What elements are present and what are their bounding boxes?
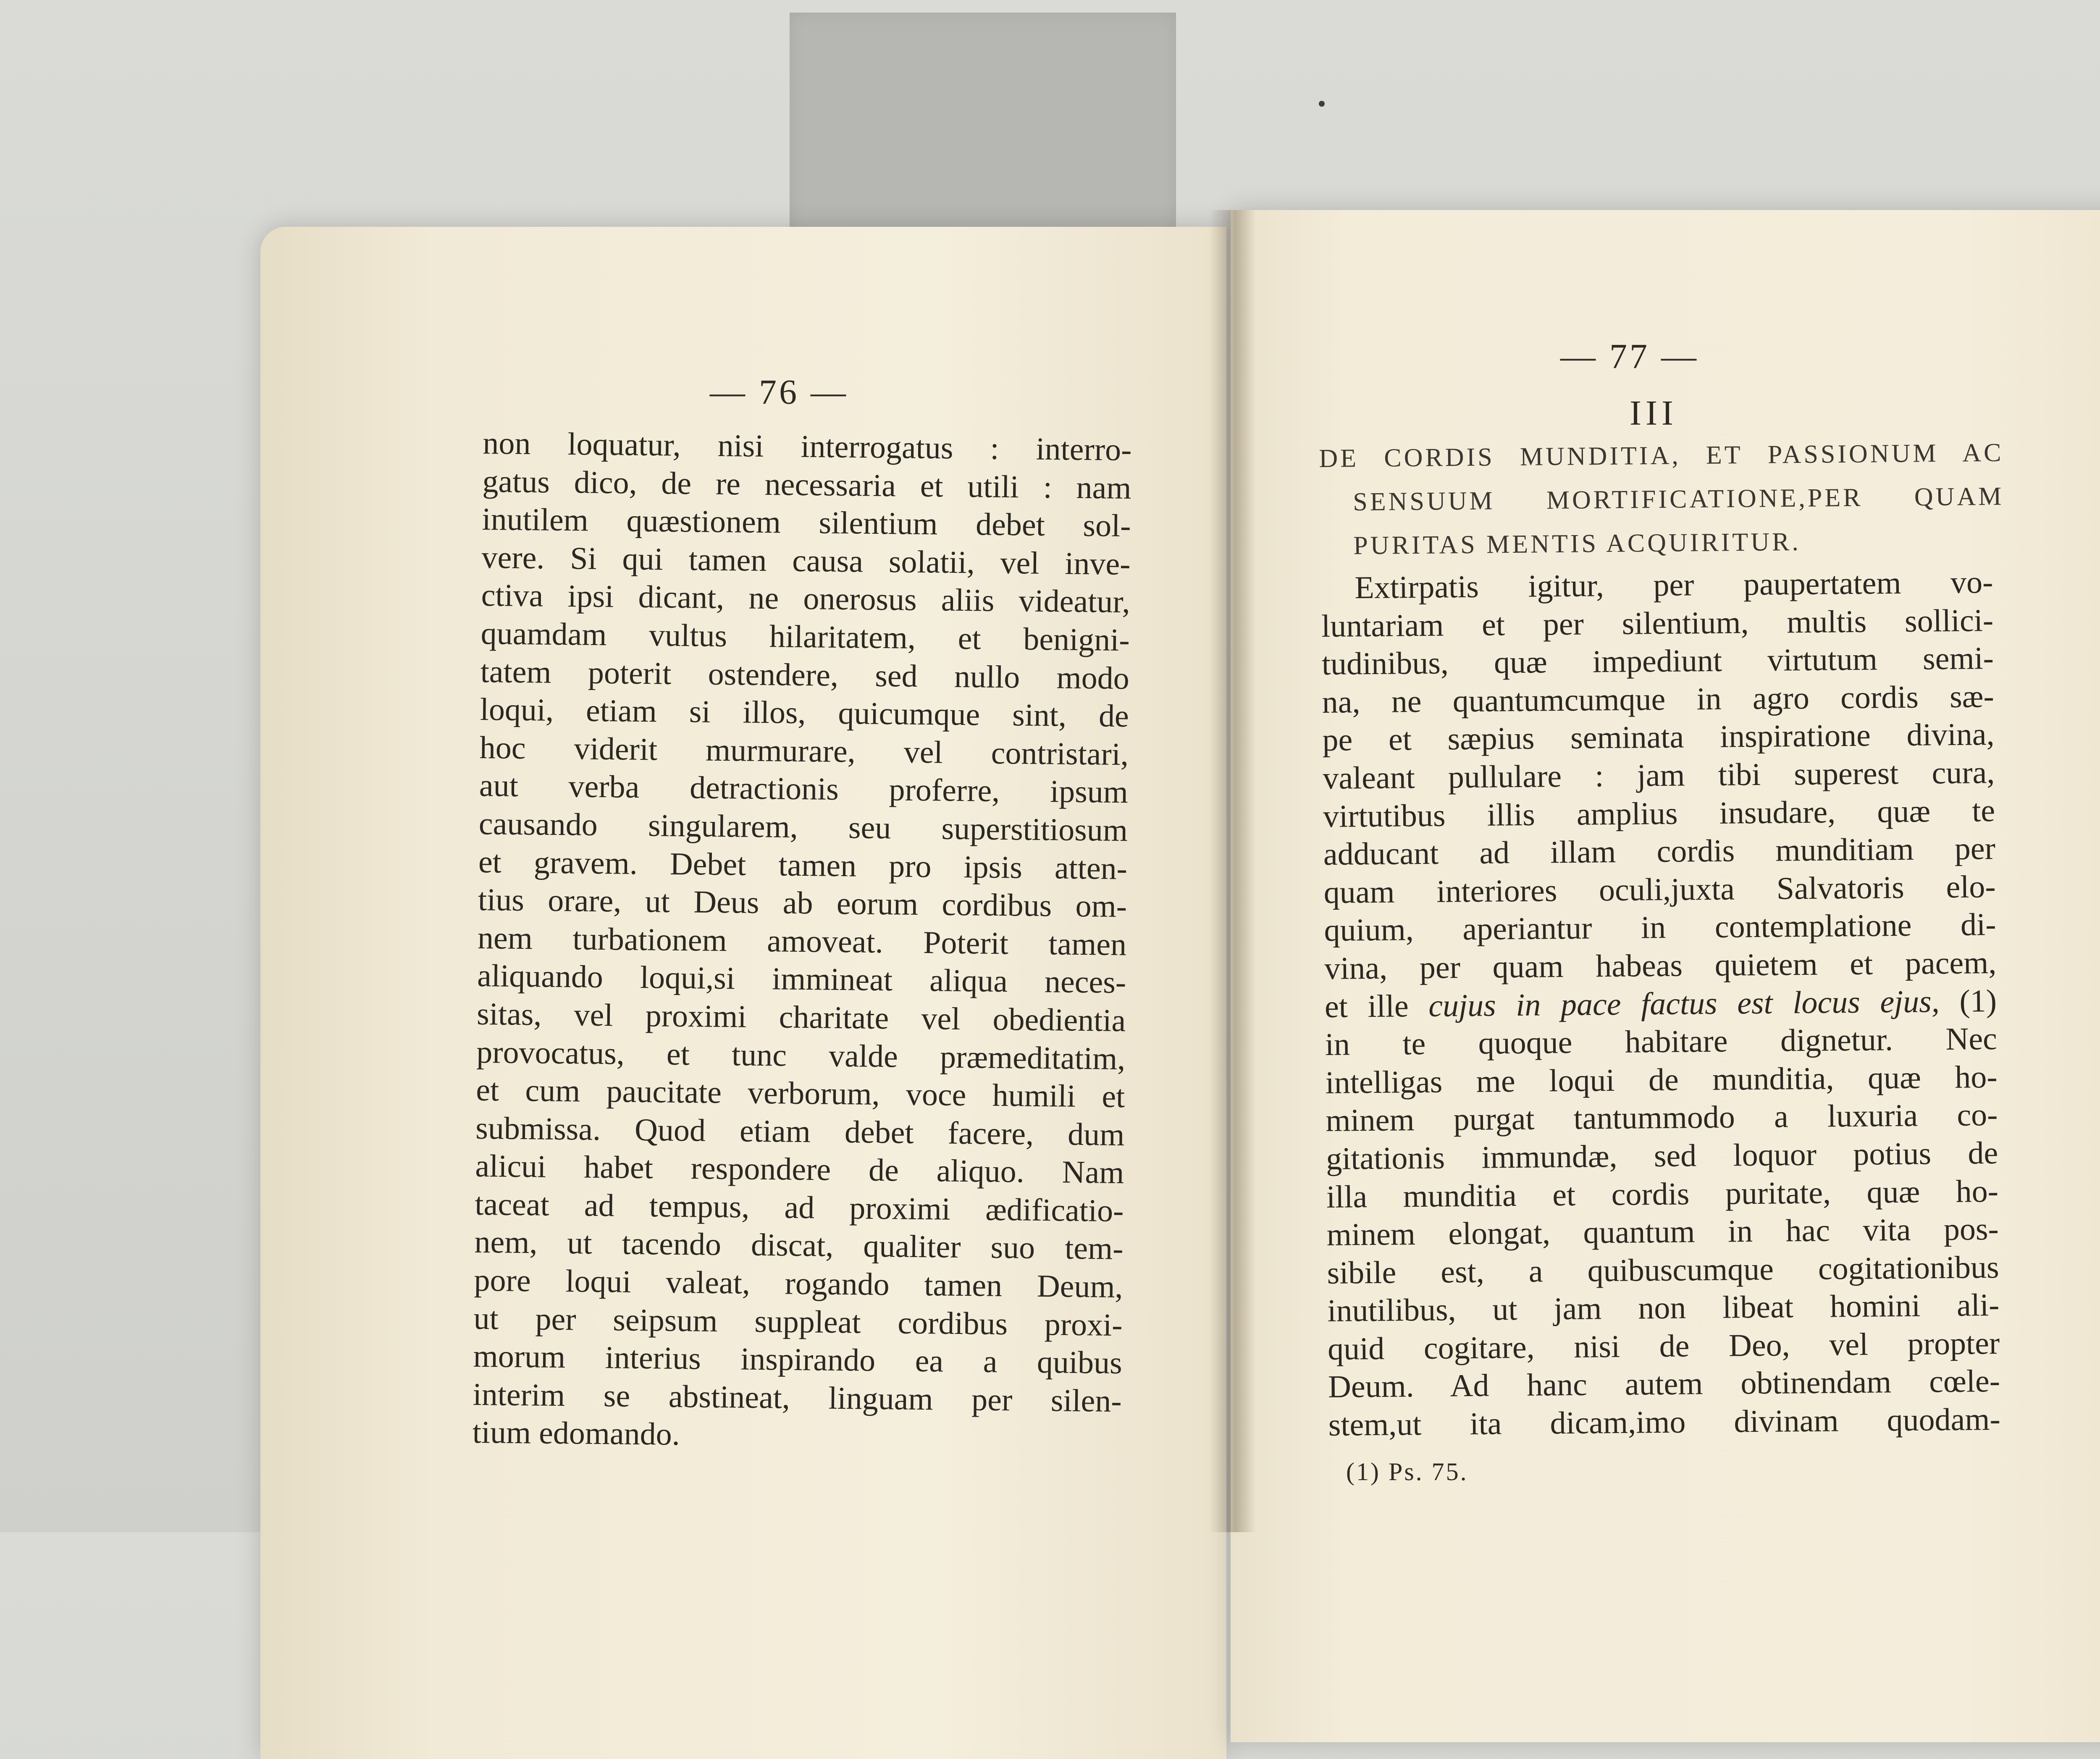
- dust-speck: [1319, 101, 1325, 107]
- text-line: et ille cujus in pace factus est locus ejus, (1): [1324, 983, 1997, 1024]
- text-line: vere. Si qui tamen causa solatii, vel inve-: [481, 539, 1131, 582]
- heading-line: DE CORDIS MUNDITIA, ET PASSIONUM AC: [1319, 438, 2004, 473]
- text-line: aut verba detractionis proferre, ipsum: [479, 768, 1129, 810]
- text-line: na, ne quantumcumque in agro cordis sæ-: [1322, 678, 1995, 720]
- text-line: quium, aperiantur in contemplatione di-: [1324, 907, 1996, 948]
- text-line: sitas, vel proximi charitate vel obedientia: [476, 996, 1126, 1039]
- text-line: taceat ad tempus, ad proximi ædificatio-: [475, 1186, 1124, 1229]
- right-page-text: [1321, 563, 2000, 1444]
- text-line: quamdam vultus hilaritatem, et benigni-: [480, 615, 1130, 658]
- text-line: quam interiores oculi,juxta Salvatoris elo-: [1323, 869, 1996, 910]
- italic-quotation: cujus in pace factus est locus ejus,: [1428, 983, 1940, 1024]
- text-line: hoc viderit murmurare, vel contristari,: [479, 730, 1129, 772]
- text-line: et gravem. Debet tamen pro ipsis atten-: [478, 844, 1128, 886]
- text-line: morum interius inspirando ea a quibus: [473, 1339, 1123, 1381]
- text-line: gatus dico, de re necessaria et utili : nam: [482, 463, 1131, 506]
- text-line: interim se abstineat, linguam per silen-: [472, 1376, 1122, 1419]
- text-line: alicui habet respondere de aliquo. Nam: [475, 1148, 1124, 1191]
- text-line: in te quoque habitare dignetur. Nec: [1325, 1021, 1998, 1063]
- text-line: pe et sæpius seminata inspiratione divina,: [1322, 717, 1995, 758]
- text-line: aliquando loqui,si immineat aliqua neces-: [477, 958, 1126, 1000]
- text-line: pore loqui valeat, rogando tamen Deum,: [474, 1262, 1124, 1305]
- text-line: adducant ad illam cordis munditiam per: [1323, 831, 1996, 872]
- text-line: submissa. Quod etiam debet facere, dum: [475, 1110, 1125, 1153]
- text-line: inutilem quæstionem silentium debet sol-: [482, 501, 1131, 544]
- text-line: inutilibus, ut jam non libeat homini ali-: [1327, 1287, 2000, 1329]
- text-line: minem purgat tantummodo a luxuria co-: [1326, 1097, 1998, 1139]
- text-line: virtutibus illis amplius insudare, quæ te: [1323, 793, 1995, 834]
- book-gutter: [1210, 210, 1256, 1532]
- left-page-text: [472, 424, 1132, 1458]
- text-line: Extirpatis igitur, per paupertatem vo-: [1354, 564, 1993, 606]
- text-line: nem turbationem amoveat. Poterit tamen: [477, 920, 1127, 962]
- text-line: gitationis immundæ, sed loquor potius de: [1326, 1135, 1998, 1176]
- text-line: minem elongat, quantum in hac vita pos-: [1326, 1211, 1999, 1253]
- bookmark-card: [790, 13, 1176, 248]
- heading-line: PURITAS MENTIS ACQUIRITUR.: [1353, 527, 1801, 560]
- text-line: et cum paucitate verborum, voce humili et: [475, 1072, 1125, 1115]
- chapter-number: III: [1630, 394, 1677, 433]
- text-line: tium edomando.: [472, 1415, 680, 1452]
- text-line: intelligas me loqui de munditia, quæ ho-: [1325, 1059, 1998, 1100]
- text-line: stem,ut ita dicam,imo divinam quodam-: [1328, 1402, 2001, 1443]
- text-line: ctiva ipsi dicant, ne onerosus aliis videatur,: [481, 578, 1131, 620]
- text-line: nem, ut tacendo discat, qualiter suo tem-: [474, 1224, 1124, 1267]
- text-line: sibile est, a quibuscumque cogitationibus: [1327, 1249, 1999, 1291]
- right-page-number: — 77 —: [1560, 337, 1699, 376]
- chapter-heading: [1319, 431, 2005, 568]
- text-line: tudinibus, quæ impediunt virtutum semi-: [1321, 641, 1994, 682]
- text-line: loqui, etiam si illos, quicumque sint, de: [480, 692, 1129, 734]
- text-line: causando singularem, seu superstitiosum: [478, 806, 1128, 848]
- text-line: tatem poterit ostendere, sed nullo modo: [480, 654, 1130, 696]
- text-line: Deum. Ad hanc autem obtinendam cœle-: [1328, 1363, 2000, 1405]
- text-line: tius orare, ut Deus ab eorum cordibus om-: [478, 882, 1127, 924]
- text-line: valeant pullulare : jam tibi superest cura,: [1322, 754, 1995, 796]
- text-line: quid cogitare, nisi de Deo, vel propter: [1327, 1325, 2000, 1367]
- text-line: ut per seipsum suppleat cordibus proxi-: [473, 1300, 1123, 1343]
- text-line: illa munditia et cordis puritate, quæ ho-: [1326, 1173, 1999, 1215]
- text-line: vina, per quam habeas quietem et pacem,: [1324, 945, 1997, 986]
- text-line: luntariam et per silentium, multis sollici-: [1321, 602, 1994, 644]
- footnote: (1) Ps. 75.: [1346, 1458, 1468, 1486]
- heading-line: SENSUUM MORTIFICATIONE,PER QUAM: [1353, 482, 2004, 517]
- text-line: non loquatur, nisi interrogatus : interro-: [483, 425, 1132, 468]
- text-line: provocatus, et tunc valde præmeditatim,: [476, 1034, 1126, 1076]
- left-page-number: — 76 —: [710, 373, 848, 412]
